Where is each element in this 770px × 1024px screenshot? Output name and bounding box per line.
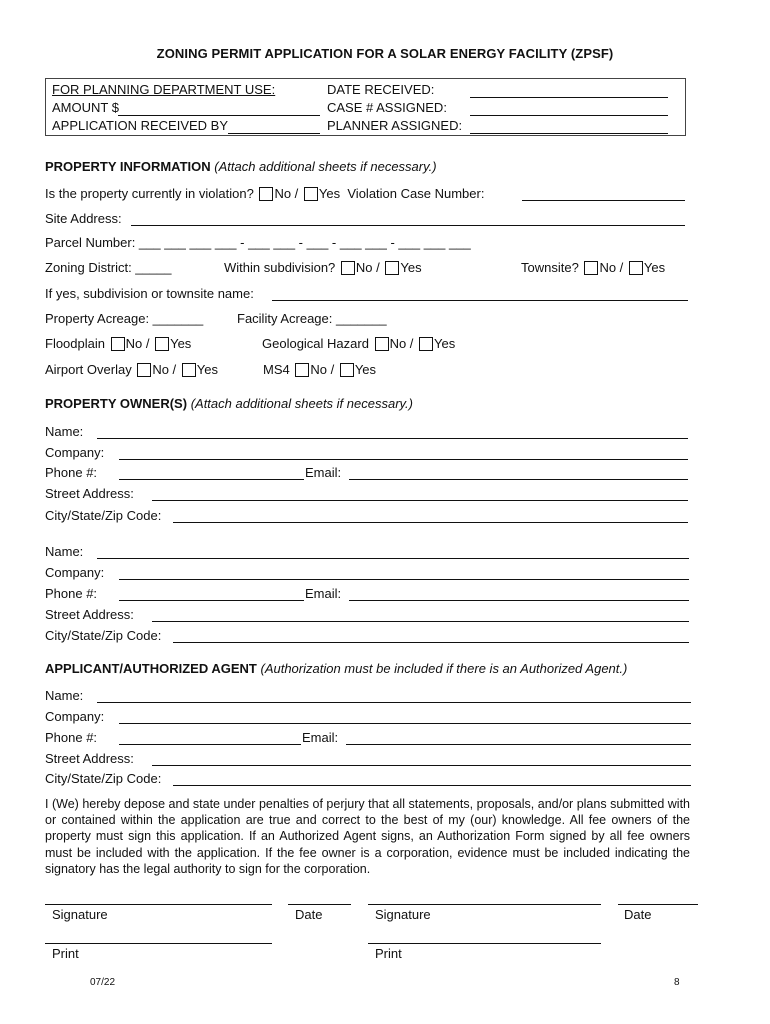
airport-yes-checkbox[interactable] <box>182 363 196 377</box>
townsite-yes-checkbox[interactable] <box>629 261 643 275</box>
date-received-field[interactable] <box>470 97 668 98</box>
geological-row <box>262 336 455 351</box>
violation-no-checkbox[interactable] <box>259 187 273 201</box>
case-assigned-field[interactable] <box>470 115 668 116</box>
floodplain-no-label: No / <box>125 336 150 351</box>
ms4-yes-checkbox[interactable] <box>340 363 354 377</box>
floodplain-no-checkbox[interactable] <box>111 337 125 351</box>
owner2-email-label: Email: <box>305 586 342 601</box>
floodplain-yes-label: Yes <box>170 336 192 351</box>
agent-heading-note: (Authorization must be included if there is an Authorized Agent.) <box>260 661 628 676</box>
property-heading <box>45 159 437 174</box>
agent-city-label: City/State/Zip Code: <box>45 771 162 786</box>
airport-label: Airport Overlay <box>45 362 132 377</box>
owner1-street-label: Street Address: <box>45 486 134 501</box>
agent-company-field[interactable] <box>119 723 691 724</box>
townsite-row <box>521 260 665 275</box>
planner-assigned-label: PLANNER ASSIGNED: <box>327 118 463 133</box>
agent-city-field[interactable] <box>173 785 691 786</box>
violation-case-label: Violation Case Number: <box>347 186 485 201</box>
floodplain-row <box>45 336 191 351</box>
owner2-city-field[interactable] <box>173 642 689 643</box>
owner1-company-label: Company: <box>45 445 105 460</box>
agent-company-label: Company: <box>45 709 105 724</box>
property-acreage[interactable]: Property Acreage: _______ <box>45 311 204 326</box>
signature-1-field[interactable] <box>45 904 272 905</box>
agent-street-label: Street Address: <box>45 751 134 766</box>
townsite-label: Townsite? <box>521 260 579 275</box>
ms4-label: MS4 <box>263 362 290 377</box>
case-assigned-label: CASE # ASSIGNED: <box>327 100 447 115</box>
violation-question: Is the property currently in violation? <box>45 186 254 201</box>
subdivision-name-field[interactable] <box>272 300 688 301</box>
geological-label: Geological Hazard <box>262 336 369 351</box>
site-address-label: Site Address: <box>45 211 122 226</box>
ms4-yes-label: Yes <box>354 362 377 377</box>
owner2-company-label: Company: <box>45 565 105 580</box>
property-heading-note: (Attach additional sheets if necessary.) <box>214 159 437 174</box>
agent-email-label: Email: <box>302 730 339 745</box>
owner2-street-field[interactable] <box>152 621 689 622</box>
print-1-field[interactable] <box>45 943 272 944</box>
airport-row <box>45 362 218 377</box>
page-title: ZONING PERMIT APPLICATION FOR A SOLAR ENERGY FACILITY (ZPSF) <box>156 46 614 61</box>
subdivision-yes-checkbox[interactable] <box>385 261 399 275</box>
owner1-phone-label: Phone #: <box>45 465 98 480</box>
revision-date: 07/22 <box>90 977 116 988</box>
owner1-city-label: City/State/Zip Code: <box>45 508 162 523</box>
subdivision-row <box>224 260 422 275</box>
subdivision-yes-label: Yes <box>400 260 422 275</box>
property-heading-text: PROPERTY INFORMATION <box>45 159 211 174</box>
date-received-label: DATE RECEIVED: <box>327 82 435 97</box>
signature-2-label: Signature <box>375 907 431 922</box>
owner1-phone-field[interactable] <box>119 479 304 480</box>
office-use-header: FOR PLANNING DEPARTMENT USE: <box>52 82 276 97</box>
owners-heading <box>45 396 413 411</box>
print-1-label: Print <box>52 946 79 961</box>
amount-field[interactable] <box>118 115 320 116</box>
violation-row <box>45 186 484 201</box>
townsite-yes-label: Yes <box>643 260 666 275</box>
agent-email-field[interactable] <box>346 744 691 745</box>
print-2-label: Print <box>375 946 402 961</box>
date-1-label: Date <box>295 907 323 922</box>
agent-heading <box>45 661 627 676</box>
owner1-name-field[interactable] <box>97 438 688 439</box>
airport-no-label: No / <box>152 362 177 377</box>
subdivision-label: Within subdivision? <box>224 260 336 275</box>
owner1-company-field[interactable] <box>119 459 688 460</box>
owner2-phone-label: Phone #: <box>45 586 98 601</box>
owners-heading-text: PROPERTY OWNER(S) <box>45 396 188 411</box>
owner1-name-label: Name: <box>45 424 84 439</box>
owner2-name-label: Name: <box>45 544 84 559</box>
townsite-no-label: No / <box>599 260 624 275</box>
subdivision-name-label: If yes, subdivision or townsite name: <box>45 286 254 301</box>
owner1-email-field[interactable] <box>349 479 688 480</box>
planner-assigned-field[interactable] <box>470 133 668 134</box>
amount-label: AMOUNT $ <box>52 100 119 115</box>
ms4-row <box>263 362 376 377</box>
geological-yes-checkbox[interactable] <box>419 337 433 351</box>
townsite-no-checkbox[interactable] <box>584 261 598 275</box>
received-by-label: APPLICATION RECEIVED BY <box>52 118 229 133</box>
violation-no-label: No / <box>274 186 299 201</box>
ms4-no-label: No / <box>310 362 335 377</box>
print-2-field[interactable] <box>368 943 601 944</box>
subdivision-no-checkbox[interactable] <box>341 261 355 275</box>
owner2-email-field[interactable] <box>349 600 689 601</box>
page-number: 8 <box>674 977 680 988</box>
owner1-city-field[interactable] <box>173 522 688 523</box>
facility-acreage[interactable]: Facility Acreage: _______ <box>237 311 387 326</box>
zoning-district[interactable]: Zoning District: _____ <box>45 260 172 275</box>
owner2-company-field[interactable] <box>119 579 689 580</box>
perjury-statement: I (We) hereby depose and state under penalties of perjury that all statements, proposals, and/or plans submitted with or contained within the application are true and correct to the best of my (our) knowledge. All fee owners of the property must sign this application. If an Authorized Agent signs, an Authorization Form signed by all fee owners must be included with the application. If the fee owner is a corporation, evidence must be included indicating the signatory has the legal authority to sign for the corporation. <box>45 797 690 876</box>
floodplain-yes-checkbox[interactable] <box>155 337 169 351</box>
agent-name-field[interactable] <box>97 702 691 703</box>
agent-phone-field[interactable] <box>119 744 301 745</box>
agent-heading-text: APPLICANT/AUTHORIZED AGENT <box>45 661 257 676</box>
owners-heading-note: (Attach additional sheets if necessary.) <box>190 396 414 411</box>
agent-phone-label: Phone #: <box>45 730 98 745</box>
owner1-street-field[interactable] <box>152 500 688 501</box>
violation-yes-label: Yes <box>318 186 341 201</box>
geological-yes-label: Yes <box>434 336 456 351</box>
subdivision-no-label: No / <box>355 260 380 275</box>
geological-no-label: No / <box>389 336 414 351</box>
violation-yes-checkbox[interactable] <box>304 187 318 201</box>
signature-1-label: Signature <box>52 907 108 922</box>
owner1-email-label: Email: <box>305 465 342 480</box>
airport-no-checkbox[interactable] <box>137 363 151 377</box>
agent-street-field[interactable] <box>152 765 691 766</box>
parcel-number[interactable]: Parcel Number: ___ ___ ___ ___ - ___ ___ - ___ - ___ ___ - ___ ___ ___ <box>45 235 471 250</box>
owner2-city-label: City/State/Zip Code: <box>45 628 162 643</box>
geological-no-checkbox[interactable] <box>375 337 389 351</box>
airport-yes-label: Yes <box>196 362 219 377</box>
site-address-field[interactable] <box>131 225 685 226</box>
floodplain-label: Floodplain <box>45 336 105 351</box>
date-1-field[interactable] <box>288 904 351 905</box>
date-2-label: Date <box>624 907 652 922</box>
signature-2-field[interactable] <box>368 904 601 905</box>
violation-case-field[interactable] <box>522 200 685 201</box>
ms4-no-checkbox[interactable] <box>295 363 309 377</box>
owner2-street-label: Street Address: <box>45 607 134 622</box>
owner2-name-field[interactable] <box>97 558 689 559</box>
received-by-field[interactable] <box>228 133 320 134</box>
date-2-field[interactable] <box>618 904 698 905</box>
owner2-phone-field[interactable] <box>119 600 304 601</box>
agent-name-label: Name: <box>45 688 84 703</box>
